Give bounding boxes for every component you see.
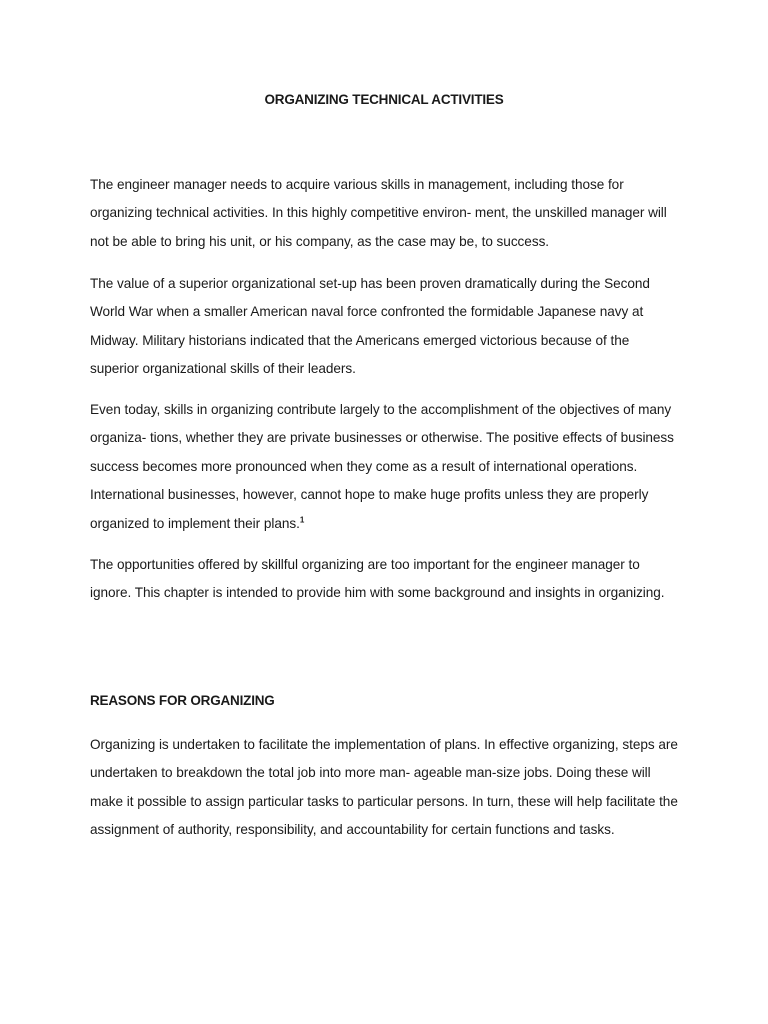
page-title: ORGANIZING TECHNICAL ACTIVITIES [264, 92, 504, 107]
paragraph-midway [90, 270, 680, 384]
footnote-marker[interactable]: 1 [299, 515, 305, 525]
paragraph-text: Organizing is undertaken to facilitate the implementation of plans. In effective organizing, steps are undertaken to breakdown the total job into more man- ageable man-size jobs. Doing these will make it possible to assign particular tasks to particular persons. In turn, these will help facilitate the assignment of authority, responsibility, and accountability for certain functions and tasks. [90, 737, 678, 838]
paragraph-international [90, 396, 680, 538]
paragraph-text: Even today, skills in organizing contribute largely to the accomplishment of the objectives of many organiza- tions, whether they are private businesses or otherwise. The positive effects of business success becomes more pronounced when they come as a result of international operations. International businesses, however, cannot hope to make huge profits unless they are properly organized to implement their plans. [90, 402, 674, 531]
section-heading: REASONS FOR ORGANIZING [90, 693, 275, 708]
paragraph-opportunities [90, 551, 680, 608]
paragraph-reasons [90, 731, 680, 845]
paragraph-text: The value of a superior organizational set-up has been proven dramatically during the Second World War when a smaller American naval force confronted the formidable Japanese navy at Midway. Military historians indicated that the Americans emerged victorious because of the superior organizational skills of their leaders. [90, 276, 650, 377]
paragraph-text: The engineer manager needs to acquire various skills in management, including those for organizing technical activities. In this highly competitive environ- ment, the unskilled manager will not be able to bring his unit, or his company, as the case may be, to success. [90, 177, 667, 249]
paragraph-intro [90, 171, 680, 256]
paragraph-text: The opportunities offered by skillful organizing are too important for the engineer manager to ignore. This chapter is intended to provide him with some background and insights in organizing. [90, 557, 665, 601]
